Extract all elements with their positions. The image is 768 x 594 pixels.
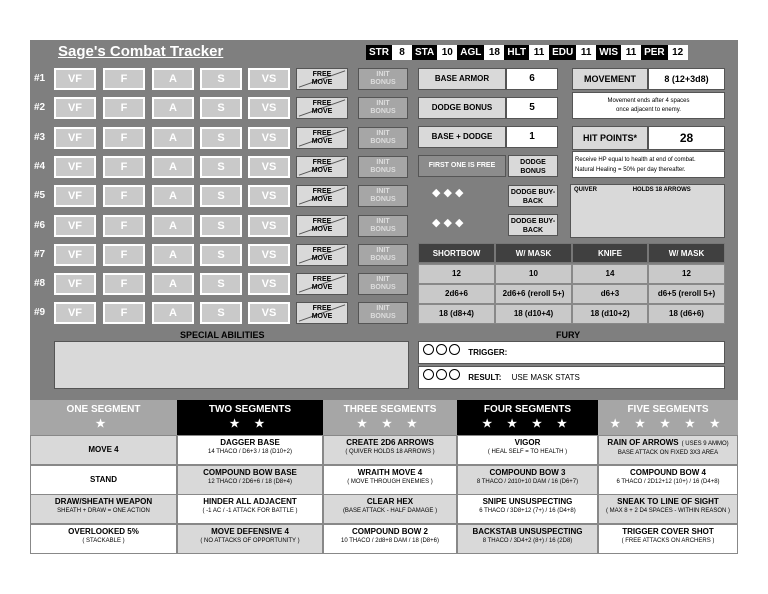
fury-circle[interactable] bbox=[449, 369, 460, 380]
stat-wis-label: WIS bbox=[596, 45, 621, 60]
segment-action-detail: ( -1 AC / -1 ATTACK FOR BATTLE ) bbox=[202, 508, 298, 514]
segment-action-name: COMPOUND BOW 3 bbox=[489, 467, 566, 477]
init-bonus-line1: INIT bbox=[376, 247, 390, 254]
fury-result-row[interactable] bbox=[418, 366, 725, 389]
quiver-box[interactable] bbox=[570, 184, 725, 238]
segment-action-detail: 8 THACO / 3D4+2 (8+) / 16 (2D8) bbox=[482, 537, 573, 544]
stat-sta-value[interactable]: 10 bbox=[437, 45, 457, 60]
quiver-label: QUIVER bbox=[574, 187, 598, 193]
row-cell-f[interactable]: F bbox=[103, 97, 145, 119]
free-move-line2: MOVE bbox=[311, 108, 333, 115]
free-move-box[interactable] bbox=[296, 156, 348, 178]
segment-action-detail: 12 THACO / 2D6+6 / 18 (D8+4) bbox=[208, 478, 292, 485]
free-move-box[interactable] bbox=[296, 302, 348, 324]
init-bonus-line1: INIT bbox=[376, 188, 390, 195]
segment-header bbox=[30, 400, 177, 435]
init-bonus-line1: INIT bbox=[376, 305, 390, 312]
free-move-box[interactable] bbox=[296, 273, 348, 295]
segment-action-detail: 10 THACO / 2d8+8 DAM / 18 (D8+6) bbox=[341, 537, 439, 544]
stat-agl-label: AGL bbox=[457, 45, 484, 60]
row-cell-f[interactable]: F bbox=[103, 302, 145, 324]
row-cell-vs[interactable]: VS bbox=[248, 244, 290, 266]
free-move-line1: FREE bbox=[312, 305, 332, 312]
row-cell-vf[interactable]: VF bbox=[54, 97, 96, 119]
stat-per-value[interactable]: 12 bbox=[668, 45, 688, 60]
row-cell-a[interactable]: A bbox=[152, 97, 194, 119]
diamond-markers-1: ◆ ◆ ◆ bbox=[432, 187, 464, 199]
row-cell-s[interactable]: S bbox=[200, 127, 242, 149]
free-move-line2: MOVE bbox=[311, 284, 333, 291]
hit-points-note-line2: Natural Healing = 50% per day thereafter. bbox=[575, 167, 686, 173]
row-cell-s[interactable]: S bbox=[200, 273, 242, 295]
free-move-box[interactable] bbox=[296, 68, 348, 90]
row-label: #9 bbox=[34, 307, 46, 318]
row-label: #3 bbox=[34, 132, 46, 143]
dodge-buyback-2[interactable]: DODGE BUY-BACK bbox=[508, 214, 558, 236]
segment-action-detail: SHEATH + DRAW = ONE ACTION bbox=[57, 508, 150, 514]
init-bonus-line2: BONUS bbox=[370, 255, 396, 262]
weapon-damage: 2d6+6 bbox=[418, 284, 495, 304]
fury-circle[interactable] bbox=[436, 369, 447, 380]
segment-action bbox=[177, 494, 323, 524]
init-bonus-line2: BONUS bbox=[370, 167, 396, 174]
segment-action bbox=[598, 524, 738, 554]
segment-action-name: COMPOUND BOW 2 bbox=[352, 526, 428, 536]
special-abilities-box[interactable] bbox=[54, 341, 409, 389]
movement-value[interactable]: 8 (12+3d8) bbox=[648, 68, 725, 90]
init-bonus-line2: BONUS bbox=[370, 79, 396, 86]
segment-action bbox=[457, 524, 598, 554]
init-bonus-line1: INIT bbox=[376, 159, 390, 166]
row-label: #7 bbox=[34, 249, 46, 260]
movement-note-line2: once adjacent to enemy. bbox=[616, 107, 681, 113]
fury-label: FURY bbox=[556, 330, 581, 340]
weapon-thaco: 12 bbox=[418, 264, 495, 284]
fury-circle[interactable] bbox=[449, 344, 460, 355]
free-move-line1: FREE bbox=[312, 247, 332, 254]
init-bonus-line2: BONUS bbox=[370, 313, 396, 320]
weapon-thaco: 12 bbox=[648, 264, 725, 284]
hit-points-note-line1: Receive HP equal to health at end of combat. bbox=[575, 157, 696, 163]
base-dodge-label: BASE + DODGE bbox=[418, 126, 506, 148]
segment-action bbox=[177, 435, 323, 465]
init-bonus-box[interactable] bbox=[358, 68, 408, 90]
special-abilities-label: SPECIAL ABILITIES bbox=[180, 330, 265, 340]
weapon-range: 18 (d10+4) bbox=[495, 304, 572, 324]
page-title: Sage's Combat Tracker bbox=[58, 43, 224, 60]
free-move-line1: FREE bbox=[312, 71, 332, 78]
segment-action-name: VIGOR bbox=[514, 438, 541, 447]
segment-name: ONE SEGMENT bbox=[66, 404, 141, 415]
movement-note bbox=[572, 92, 725, 119]
segment-action-name: COMPOUND BOW BASE bbox=[203, 467, 297, 477]
segment-action-detail: ( MAX 8 + 2 D4 SPACES - WITHIN REASON ) bbox=[605, 508, 731, 514]
segment-action bbox=[30, 435, 177, 465]
hit-points-label: HIT POINTS* bbox=[572, 126, 648, 150]
segment-action-name: WRAITH MOVE 4 bbox=[357, 467, 423, 477]
base-dodge-value[interactable]: 1 bbox=[506, 126, 558, 148]
segment-action bbox=[30, 494, 177, 524]
init-bonus-box[interactable] bbox=[358, 244, 408, 266]
row-cell-f[interactable]: F bbox=[103, 127, 145, 149]
row-cell-vs[interactable]: VS bbox=[248, 97, 290, 119]
free-move-line2: MOVE bbox=[311, 167, 333, 174]
free-move-line1: FREE bbox=[312, 276, 332, 283]
row-cell-s[interactable]: S bbox=[200, 215, 242, 237]
segment-stars-icon: ★ ★ bbox=[229, 418, 271, 430]
segment-action-note: ( USES 9 AMMO) bbox=[681, 441, 729, 447]
free-move-line2: MOVE bbox=[311, 196, 333, 203]
row-cell-a[interactable]: A bbox=[152, 215, 194, 237]
segment-header bbox=[323, 400, 457, 435]
init-bonus-line1: INIT bbox=[376, 218, 390, 225]
segment-stars-icon: ★ ★ ★ ★ bbox=[482, 418, 573, 430]
fury-trigger-row[interactable] bbox=[418, 341, 725, 364]
row-label: #6 bbox=[34, 220, 46, 231]
stat-sta-label: STA bbox=[412, 45, 437, 60]
segment-action-detail: 8 THACO / 2d10+10 DAM / 16 (D6+7) bbox=[476, 478, 579, 485]
init-bonus-line1: INIT bbox=[376, 71, 390, 78]
init-bonus-box[interactable] bbox=[358, 302, 408, 324]
segment-action-name: HINDER ALL ADJACENT bbox=[203, 497, 297, 506]
base-armor-value[interactable]: 6 bbox=[506, 68, 558, 90]
segment-action-detail: ( STACKABLE ) bbox=[82, 537, 125, 544]
weapon-header: W/ MASK bbox=[648, 243, 725, 263]
weapon-thaco: 14 bbox=[572, 264, 648, 284]
quiver-value: HOLDS 18 ARROWS bbox=[632, 187, 691, 193]
row-cell-s[interactable]: S bbox=[200, 97, 242, 119]
segment-action bbox=[598, 494, 738, 524]
segment-action-name: MOVE 4 bbox=[88, 445, 119, 454]
row-cell-f[interactable]: F bbox=[103, 156, 145, 178]
segment-action-name: COMPOUND BOW 4 bbox=[630, 467, 706, 477]
dodge-bonus-label: DODGE BONUS bbox=[418, 97, 506, 119]
segment-action bbox=[177, 465, 323, 495]
row-cell-s[interactable]: S bbox=[200, 244, 242, 266]
diamond-markers-2: ◆ ◆ ◆ bbox=[432, 217, 464, 229]
segment-action-detail: BASE ATTACK ON FIXED 3X3 AREA bbox=[617, 450, 719, 456]
weapon-range: 18 (d6+6) bbox=[648, 304, 725, 324]
free-move-box[interactable] bbox=[296, 215, 348, 237]
free-move-box[interactable] bbox=[296, 127, 348, 149]
fury-circle[interactable] bbox=[436, 344, 447, 355]
segment-action-name: SNIPE UNSUSPECTING bbox=[482, 497, 573, 506]
segment-action bbox=[323, 435, 457, 465]
row-label: #4 bbox=[34, 161, 46, 172]
row-cell-a[interactable]: A bbox=[152, 127, 194, 149]
free-move-line2: MOVE bbox=[311, 138, 333, 145]
stat-hlt-label: HLT bbox=[504, 45, 529, 60]
row-cell-vf[interactable]: VF bbox=[54, 215, 96, 237]
row-cell-s[interactable]: S bbox=[200, 68, 242, 90]
segment-name: FOUR SEGMENTS bbox=[483, 404, 572, 415]
row-cell-vf[interactable]: VF bbox=[54, 273, 96, 295]
segment-action bbox=[598, 465, 738, 495]
segment-action bbox=[323, 524, 457, 554]
free-move-line1: FREE bbox=[312, 159, 332, 166]
segment-header bbox=[177, 400, 323, 435]
row-label: #5 bbox=[34, 190, 46, 201]
movement-note-line1: Movement ends after 4 spaces bbox=[607, 98, 690, 104]
segment-action-name: BACKSTAB UNSUSPECTING bbox=[472, 526, 583, 536]
row-cell-f[interactable]: F bbox=[103, 215, 145, 237]
dodge-buyback-1[interactable]: DODGE BUY-BACK bbox=[508, 185, 558, 207]
segment-action-name: SNEAK TO LINE OF SIGHT bbox=[617, 497, 719, 506]
init-bonus-box[interactable] bbox=[358, 215, 408, 237]
init-bonus-box[interactable] bbox=[358, 97, 408, 119]
segment-action bbox=[457, 435, 598, 465]
free-move-box[interactable] bbox=[296, 244, 348, 266]
base-armor-label: BASE ARMOR bbox=[418, 68, 506, 90]
weapon-range: 18 (d10+2) bbox=[572, 304, 648, 324]
segment-action bbox=[323, 465, 457, 495]
row-label: #2 bbox=[34, 102, 46, 113]
stat-edu-label: EDU bbox=[549, 45, 576, 60]
row-cell-s[interactable]: S bbox=[200, 156, 242, 178]
init-bonus-line2: BONUS bbox=[370, 226, 396, 233]
row-cell-a[interactable]: A bbox=[152, 302, 194, 324]
segment-action-detail: 6 THACO / 3D8+12 (7+) / 16 (D4+8) bbox=[479, 508, 576, 514]
weapon-header: SHORTBOW bbox=[418, 243, 495, 263]
segment-stars-icon: ★ ★ ★ ★ ★ bbox=[610, 418, 726, 430]
row-cell-vf[interactable]: VF bbox=[54, 68, 96, 90]
segment-action bbox=[30, 465, 177, 495]
free-move-line2: MOVE bbox=[311, 79, 333, 86]
row-cell-a[interactable]: A bbox=[152, 68, 194, 90]
init-bonus-line2: BONUS bbox=[370, 284, 396, 291]
segment-action-detail: ( MOVE THROUGH ENEMIES ) bbox=[347, 478, 433, 485]
free-move-line1: FREE bbox=[312, 188, 332, 195]
fury-circle[interactable] bbox=[423, 344, 434, 355]
row-cell-f[interactable]: F bbox=[103, 185, 145, 207]
row-cell-vs[interactable]: VS bbox=[248, 127, 290, 149]
segment-header bbox=[457, 400, 598, 435]
segment-name: THREE SEGMENTS bbox=[343, 404, 437, 415]
segment-action-name: CLEAR HEX bbox=[366, 497, 414, 506]
segment-action-detail: ( FREE ATTACKS ON ARCHERS ) bbox=[621, 537, 715, 544]
row-cell-a[interactable]: A bbox=[152, 244, 194, 266]
segment-action bbox=[30, 524, 177, 554]
segment-stars-icon: ★ ★ ★ bbox=[357, 418, 423, 430]
free-move-box[interactable] bbox=[296, 185, 348, 207]
segment-action bbox=[598, 435, 738, 465]
row-cell-vf[interactable]: VF bbox=[54, 185, 96, 207]
weapon-range: 18 (d8+4) bbox=[418, 304, 495, 324]
row-cell-vs[interactable]: VS bbox=[248, 156, 290, 178]
row-cell-s[interactable]: S bbox=[200, 185, 242, 207]
segment-action-detail: ( QUIVER HOLDS 18 ARROWS ) bbox=[345, 449, 435, 455]
segment-action-name: OVERLOOKED 5% bbox=[68, 526, 139, 536]
free-move-line2: MOVE bbox=[311, 313, 333, 320]
stat-per-label: PER bbox=[641, 45, 668, 60]
hit-points-value[interactable]: 28 bbox=[648, 126, 725, 150]
segment-name: TWO SEGMENTS bbox=[208, 404, 292, 415]
free-move-line2: MOVE bbox=[311, 226, 333, 233]
row-cell-vs[interactable]: VS bbox=[248, 215, 290, 237]
row-cell-a[interactable]: A bbox=[152, 185, 194, 207]
movement-label: MOVEMENT bbox=[572, 68, 648, 90]
free-move-line1: FREE bbox=[312, 130, 332, 137]
hit-points-note bbox=[572, 151, 725, 178]
init-bonus-box[interactable] bbox=[358, 185, 408, 207]
fury-trigger-label: TRIGGER: bbox=[468, 348, 508, 357]
segment-action-name: CREATE 2D6 ARROWS bbox=[346, 438, 434, 447]
dodge-bonus-small[interactable]: DODGE BONUS bbox=[508, 155, 558, 177]
row-cell-a[interactable]: A bbox=[152, 273, 194, 295]
segment-action-detail: (BASE ATTACK - HALF DAMAGE ) bbox=[342, 508, 438, 514]
segment-action-name: RAIN OF ARROWS bbox=[607, 438, 679, 447]
free-move-line1: FREE bbox=[312, 100, 332, 107]
row-cell-vs[interactable]: VS bbox=[248, 273, 290, 295]
weapon-thaco: 10 bbox=[495, 264, 572, 284]
stat-bar bbox=[366, 45, 688, 60]
segment-action bbox=[177, 524, 323, 554]
segment-header bbox=[598, 400, 738, 435]
free-move-box[interactable] bbox=[296, 97, 348, 119]
fury-circle[interactable] bbox=[423, 369, 434, 380]
segment-stars-icon: ★ bbox=[95, 418, 112, 430]
stat-wis-value[interactable]: 11 bbox=[621, 45, 641, 60]
row-cell-vs[interactable]: VS bbox=[248, 68, 290, 90]
segment-action-name: TRIGGER COVER SHOT bbox=[622, 526, 714, 536]
row-cell-s[interactable]: S bbox=[200, 302, 242, 324]
row-label: #8 bbox=[34, 278, 46, 289]
segment-action bbox=[323, 494, 457, 524]
init-bonus-box[interactable] bbox=[358, 273, 408, 295]
free-move-line2: MOVE bbox=[311, 255, 333, 262]
row-cell-f[interactable]: F bbox=[103, 244, 145, 266]
row-cell-vs[interactable]: VS bbox=[248, 302, 290, 324]
segment-action-detail: 6 THACO / 2D12+12 (10+) / 16 (D4+8) bbox=[616, 478, 720, 485]
stat-hlt-value[interactable]: 11 bbox=[529, 45, 549, 60]
init-bonus-line1: INIT bbox=[376, 130, 390, 137]
init-bonus-line2: BONUS bbox=[370, 196, 396, 203]
weapon-damage: 2d6+6 (reroll 5+) bbox=[495, 284, 572, 304]
weapon-damage: d6+5 (reroll 5+) bbox=[648, 284, 725, 304]
row-cell-vf[interactable]: VF bbox=[54, 127, 96, 149]
weapon-damage: d6+3 bbox=[572, 284, 648, 304]
segment-action-name: MOVE DEFENSIVE 4 bbox=[211, 526, 289, 536]
weapon-header: KNIFE bbox=[572, 243, 648, 263]
segment-action-name: STAND bbox=[90, 474, 117, 484]
segment-action-name: DAGGER BASE bbox=[220, 438, 280, 447]
stat-edu-value[interactable]: 11 bbox=[576, 45, 596, 60]
segment-action bbox=[457, 465, 598, 495]
stat-str-label: STR bbox=[366, 45, 392, 60]
row-label: #1 bbox=[34, 73, 46, 84]
stat-str-value[interactable]: 8 bbox=[392, 45, 412, 60]
segment-action-detail: ( HEAL SELF = TO HEALTH ) bbox=[487, 449, 568, 455]
segment-name: FIVE SEGMENTS bbox=[627, 404, 709, 415]
free-move-line1: FREE bbox=[312, 218, 332, 225]
dodge-bonus-value[interactable]: 5 bbox=[506, 97, 558, 119]
row-cell-vs[interactable]: VS bbox=[248, 185, 290, 207]
row-cell-f[interactable]: F bbox=[103, 273, 145, 295]
segment-action-detail: ( NO ATTACKS OF OPPORTUNITY ) bbox=[200, 537, 300, 544]
segment-action-detail: 14 THACO / D6+3 / 18 (D10+2) bbox=[208, 449, 292, 455]
weapon-header: W/ MASK bbox=[495, 243, 572, 263]
init-bonus-line1: INIT bbox=[376, 276, 390, 283]
row-cell-f[interactable]: F bbox=[103, 68, 145, 90]
init-bonus-box[interactable] bbox=[358, 156, 408, 178]
stat-agl-value[interactable]: 18 bbox=[484, 45, 504, 60]
first-one-free: FIRST ONE IS FREE bbox=[418, 155, 506, 177]
init-bonus-line1: INIT bbox=[376, 100, 390, 107]
row-cell-vf[interactable]: VF bbox=[54, 244, 96, 266]
fury-result-value: USE MASK STATS bbox=[511, 373, 580, 382]
row-cell-vf[interactable]: VF bbox=[54, 156, 96, 178]
segment-action bbox=[457, 494, 598, 524]
segment-action-name: DRAW/SHEATH WEAPON bbox=[54, 497, 153, 506]
row-cell-vf[interactable]: VF bbox=[54, 302, 96, 324]
init-bonus-line2: BONUS bbox=[370, 108, 396, 115]
fury-result-label: RESULT: bbox=[468, 373, 502, 382]
row-cell-a[interactable]: A bbox=[152, 156, 194, 178]
init-bonus-box[interactable] bbox=[358, 127, 408, 149]
init-bonus-line2: BONUS bbox=[370, 138, 396, 145]
